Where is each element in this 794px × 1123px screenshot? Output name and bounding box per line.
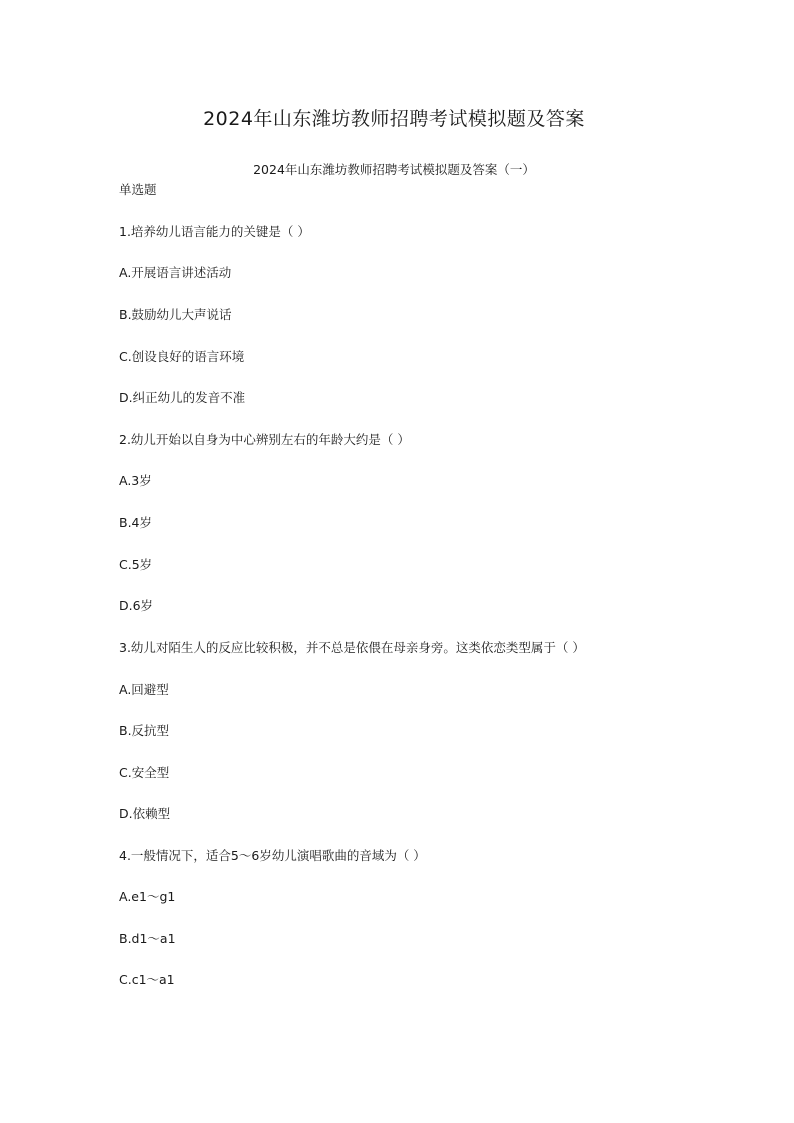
option-b: B.鼓励幼儿大声说话 xyxy=(119,307,232,322)
option-b: B.d1～a1 xyxy=(119,931,176,946)
option-d: D.6岁 xyxy=(119,598,154,613)
option-c: C.c1～a1 xyxy=(119,972,175,987)
option-a: A.回避型 xyxy=(119,682,169,697)
option-a: A.开展语言讲述活动 xyxy=(119,265,232,280)
option-c: C.创设良好的语言环境 xyxy=(119,349,245,364)
option-c: C.安全型 xyxy=(119,765,170,780)
question-stem: 4.一般情况下，适合5～6岁幼儿演唱歌曲的音域为（ ） xyxy=(119,848,426,863)
section-heading: 单选题 xyxy=(119,182,157,197)
question-stem: 2.幼儿开始以自身为中心辨别左右的年龄大约是（ ） xyxy=(119,432,410,447)
question-stem: 3.幼儿对陌生人的反应比较积极，并不总是依偎在母亲身旁。这类依恋类型属于（ ） xyxy=(119,640,585,655)
option-a: A.3岁 xyxy=(119,473,152,488)
option-c: C.5岁 xyxy=(119,557,153,572)
option-d: D.依赖型 xyxy=(119,806,171,821)
document-subtitle: 2024年山东潍坊教师招聘考试模拟题及答案（一） xyxy=(253,162,535,177)
question-stem: 1.培养幼儿语言能力的关键是（ ） xyxy=(119,224,310,239)
document-title: 2024年山东潍坊教师招聘考试模拟题及答案 xyxy=(203,108,585,130)
option-a: A.e1～g1 xyxy=(119,889,176,904)
option-b: B.4岁 xyxy=(119,515,153,530)
option-b: B.反抗型 xyxy=(119,723,170,738)
option-d: D.纠正幼儿的发音不准 xyxy=(119,390,246,405)
